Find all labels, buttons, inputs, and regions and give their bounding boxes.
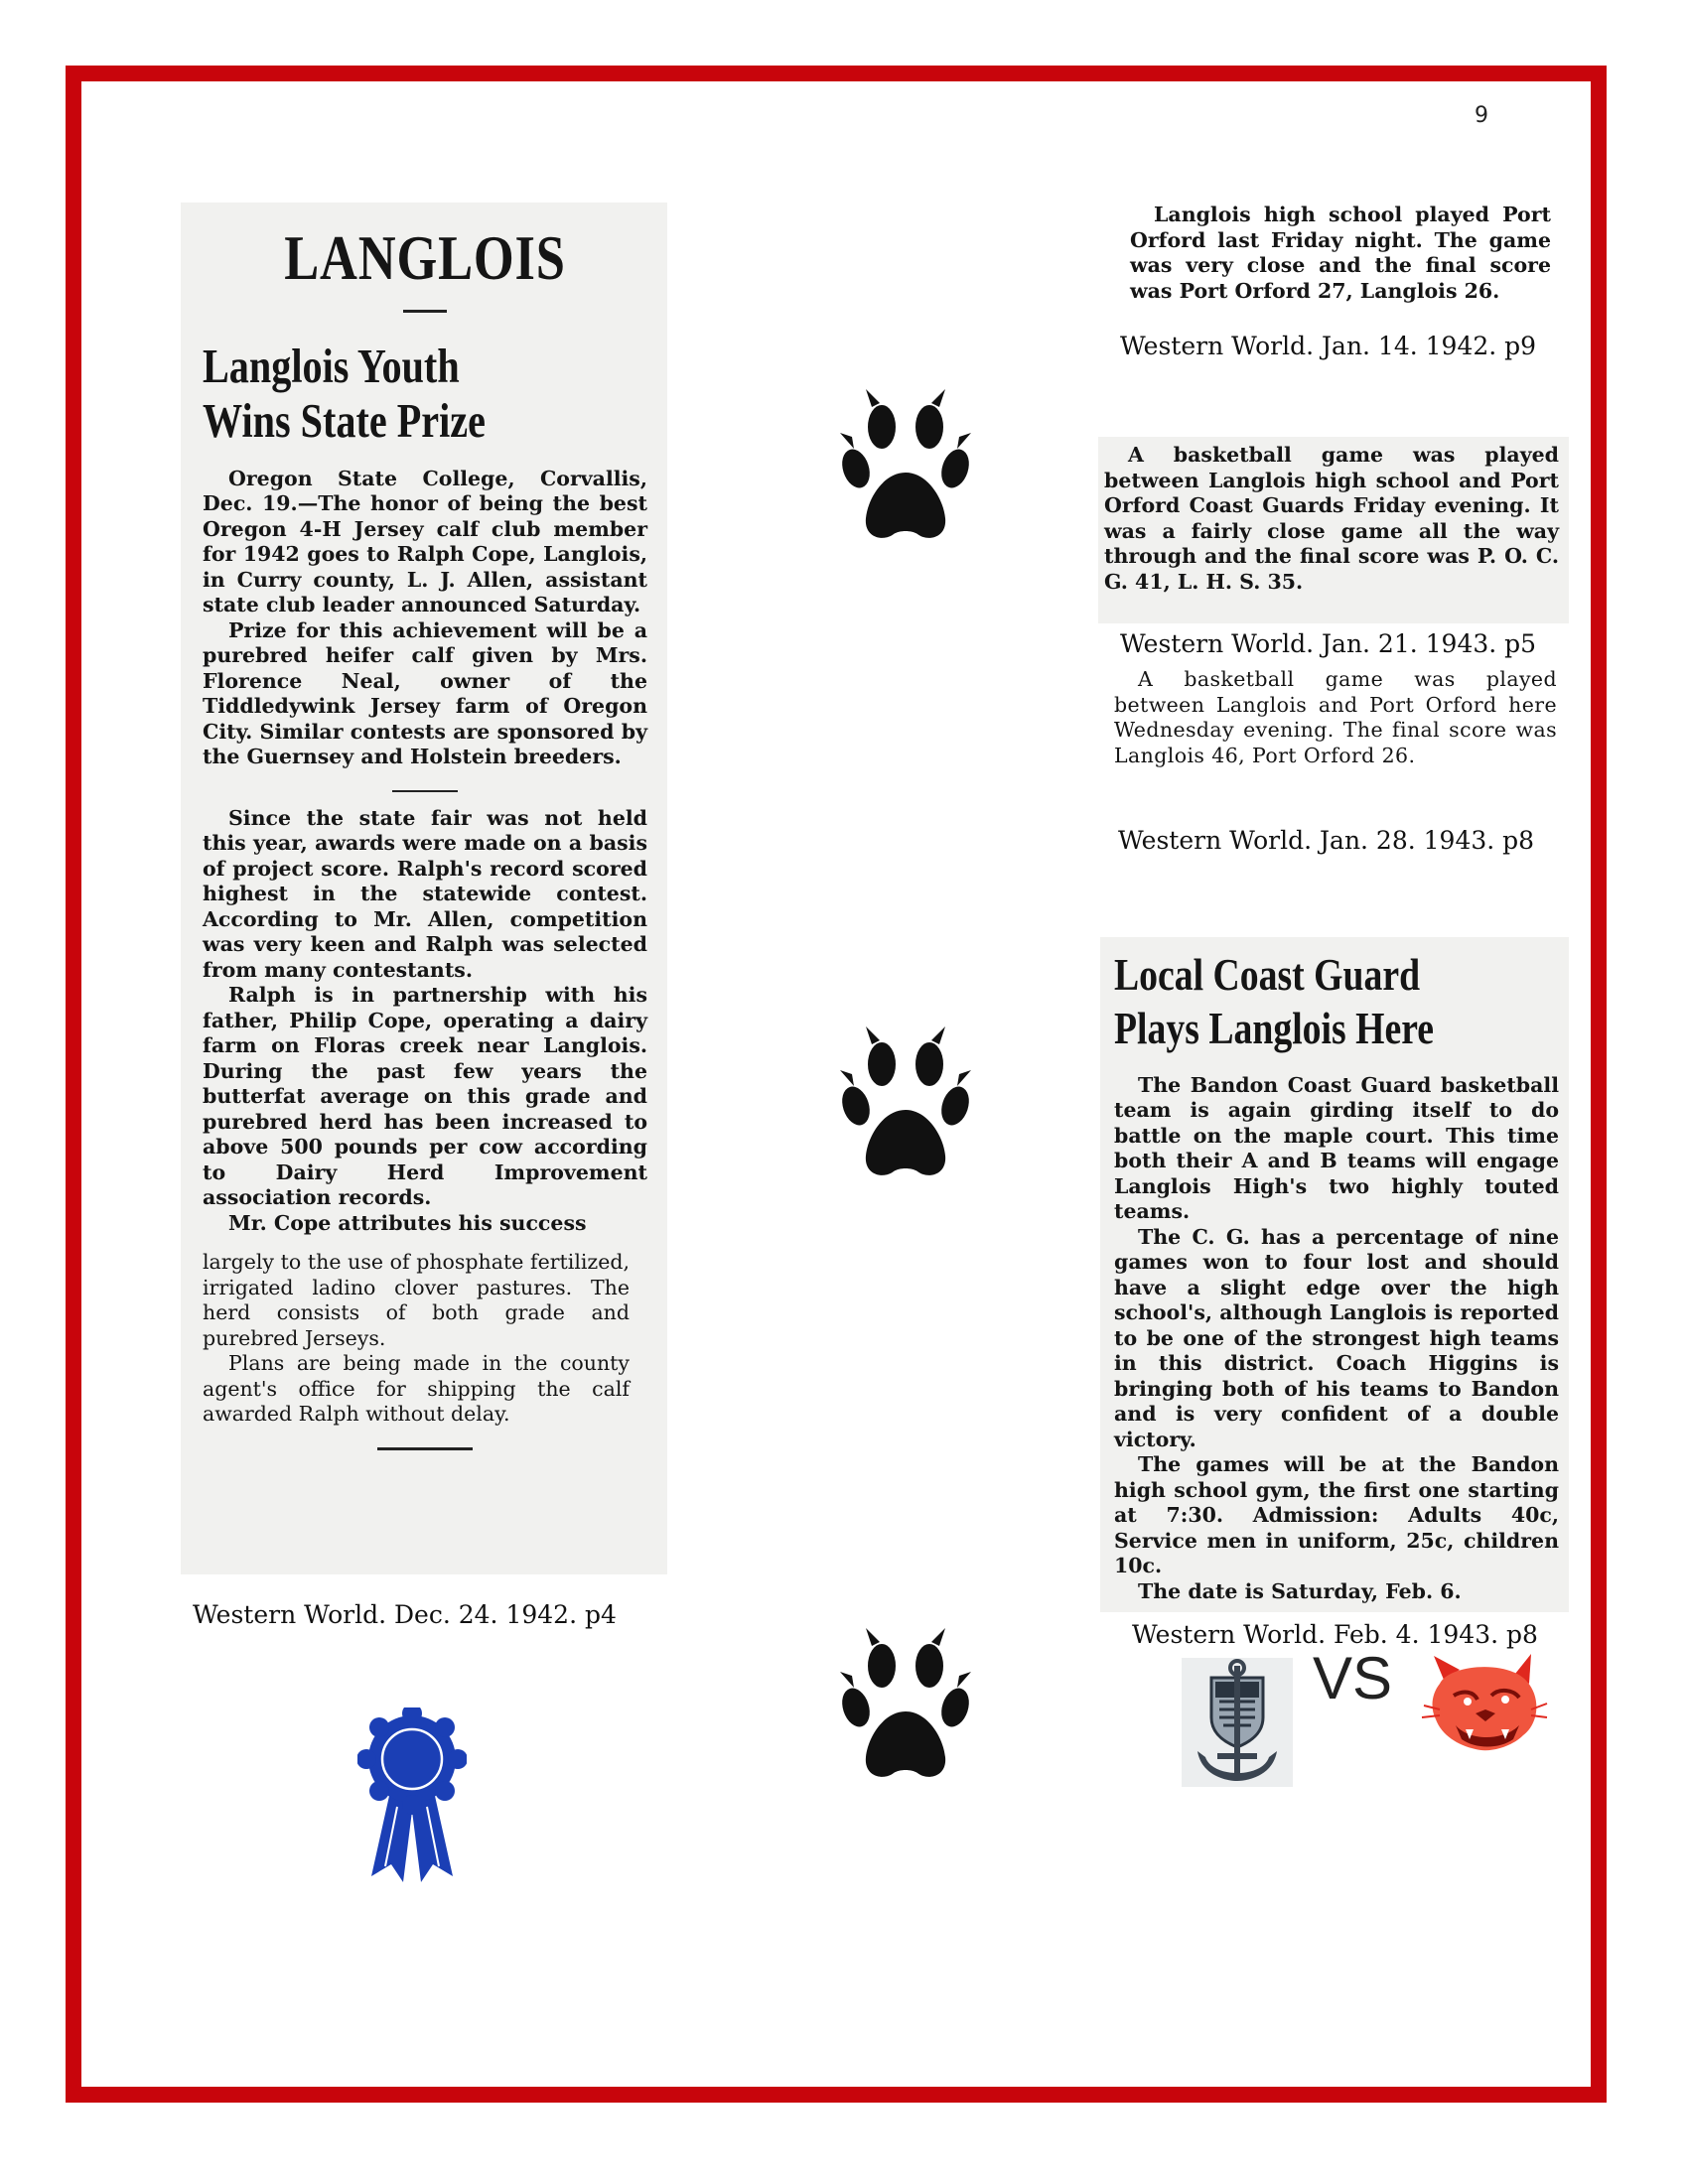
langlois-youth-clipping (181, 203, 667, 1574)
article-paragraph: Prize for this achievement will be a purebred heifer calf given by Mrs. Florence Neal, owner of the Tiddledywink Jersey farm of Oregon City. Similar contests are sponsored by the Guernsey and Holstein breeders. (203, 617, 647, 769)
article-body (1114, 1073, 1559, 1605)
article-paragraph: Mr. Cope attributes his success (228, 1210, 587, 1235)
caption-feb-4-1943: Western World. Feb. 4. 1943. p8 (1132, 1620, 1538, 1649)
headline-line-1: Local Coast Guard (1114, 949, 1421, 1000)
vs-label: VS (1313, 1645, 1393, 1711)
caption-jan-28-1943: Western World. Jan. 28. 1943. p8 (1118, 826, 1535, 855)
article-body-part-3 (203, 1250, 647, 1428)
paw-print-icon (836, 1628, 975, 1792)
article-end-rule (377, 1447, 473, 1450)
article-divider (392, 790, 458, 792)
feb-4-clipping (1100, 937, 1569, 1612)
article-paragraph: largely to the use of phosphate fertilized, irrigated ladino clover pastures. The herd consists of both grade and purebred Jerseys. (203, 1250, 630, 1350)
caption-jan-14-1942: Western World. Jan. 14. 1942. p9 (1120, 332, 1537, 360)
article-paragraph: Since the state fair was not held this year, awards were made on a basis of project score. Ralph's record scored highest in the statewide contest. According to Mr. Allen, competition was very keen and Ralph was selected from many contestants. (203, 805, 647, 982)
caption-dec-24-1942: Western World. Dec. 24. 1942. p4 (193, 1600, 617, 1629)
coast-guard-anchor-icon (1182, 1658, 1293, 1792)
blue-ribbon-icon (357, 1707, 467, 1891)
article-paragraph: The C. G. has a percentage of nine games won to four lost and should have a slight edge over the high school's, although Langlois is reported to be one of the strongest high teams in this district. Coach Higgins is bringing both of his teams to Bandon and is very confident of a double victory. (1114, 1224, 1559, 1451)
article-body-part-2 (203, 806, 647, 1237)
masthead-langlois: LANGLOIS (284, 222, 566, 293)
headline-line-2: Plays Langlois Here (1114, 1003, 1435, 1054)
jan-28-clipping (1108, 663, 1565, 792)
clipping-text: Langlois high school played Port Orford last Friday night. The game was very close and the final score was Port Orford 27, Langlois 26. (1130, 203, 1551, 303)
headline (1114, 951, 1559, 1053)
headline (203, 341, 647, 447)
paw-print-icon (836, 389, 975, 553)
page-number: 9 (1475, 103, 1488, 128)
paw-print-icon (836, 1026, 975, 1190)
headline-line-1: Langlois Youth (203, 339, 460, 393)
article-paragraph: Plans are being made in the county agent's office for shipping the calf awarded Ralph without delay. (203, 1351, 630, 1427)
headline-line-2: Wins State Prize (203, 393, 486, 449)
article-paragraph: The date is Saturday, Feb. 6. (1138, 1578, 1462, 1603)
caption-jan-21-1943: Western World. Jan. 21. 1943. p5 (1120, 629, 1537, 658)
article-paragraph: The games will be at the Bandon high school gym, the first one starting at 7:30. Admission: Adults 40c, Service men in uniform, 25c, children 10c. (1114, 1452, 1559, 1578)
article-paragraph: Oregon State College, Corvallis, Dec. 19.—The honor of being the best Oregon 4-H Jersey calf club member for 1942 goes to Ralph Cope, Langlois, in Curry county, L. J. Allen, assistant state club leader announced Saturday. (203, 466, 647, 617)
article-paragraph: Ralph is in partnership with his father, Philip Cope, operating a dairy farm on Floras creek near Langlois. During the past few years the butterfat average on this grade and purebred herd has been increased to above 500 pounds per cow according to Dairy Herd Improvement association records. (203, 983, 647, 1210)
jan-14-clipping (1120, 197, 1561, 322)
article-body-part-1 (203, 467, 647, 770)
clipping-text: A basketball game was played between Langlois high school and Port Orford Coast Guards Friday evening. It was a fairly close game all the way through and the final score was P. O. C. G. 41, L. H. S. 35. (1104, 443, 1559, 594)
article-paragraph: The Bandon Coast Guard basketball team is again girding itself to do battle on the maple court. This time both their A and B teams will engage Langlois High's two highly touted teams. (1114, 1072, 1559, 1224)
clipping-text: A basketball game was played between Langlois and Port Orford here Wednesday evening. The final score was Langlois 46, Port Orford 26. (1114, 667, 1557, 767)
red-cougar-mascot-icon (1420, 1650, 1549, 1764)
jan-21-clipping (1098, 437, 1569, 623)
masthead-rule (403, 310, 447, 313)
